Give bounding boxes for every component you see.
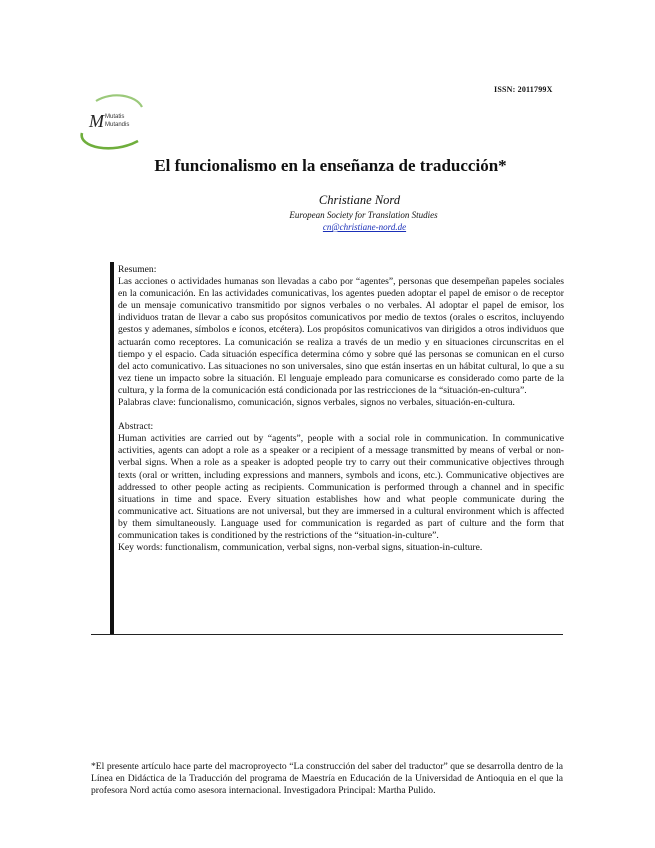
author-name: Christiane Nord bbox=[318, 193, 401, 207]
abstract-block bbox=[118, 421, 564, 554]
section-divider bbox=[91, 634, 563, 635]
resumen-text: Las acciones o actividades humanas son llevadas a cabo por “agentes”, personas que desempeñan papeles sociales en la comunicación. En las actividades comunicativas, los agentes pueden adoptar el papel de emisor o de receptor de un mensaje comunicativo transmitido por signos verbales o no verbales. Al adoptar el papel de emisor, los individuos tratan de llevar a cabo sus propósitos comunicativos por medio de textos (orales o escritos, incluyendo gestos y ademanes, símbolos e íconos, etcétera). Los propósitos comunicativos van dirigidos a otros individuos que actuarán como receptores. La comunicación se realiza a través de un medio y en situaciones circunscritas en el tiempo y el espacio. Cada situación específica determina cómo y sobre qué las personas se comunican en el curso del acto comunicativo. Las situaciones no son universales, sino que están insertas en un hábitat cultural, lo que a su vez tiene un impacto sobre la situación. El lenguaje empleado para comunicarse es considerado como parte de la cultura, y la forma de la comunicación está condicionada por las restricciones de la “situación-en-cultura”. bbox=[118, 276, 564, 396]
journal-logo bbox=[78, 93, 144, 151]
author-affiliation: European Society for Translation Studies bbox=[289, 210, 438, 220]
logo-line-2: Mutandis bbox=[105, 122, 130, 128]
author-email-link[interactable]: cn@christiane-nord.de bbox=[322, 222, 407, 232]
abstract-keywords: Key words: functionalism, communication, verbal signs, non-verbal signs, situation-in-culture. bbox=[118, 542, 483, 554]
abstract-text: Human activities are carried out by “agents”, people with a social role in communication. In communicative activities, agents can adopt a role as a speaker or a recipient of a message transmitted by means of verbal or non-verbal signs. When a role as a speaker is adopted people try to carry out their communicative objectives through texts (oral or written, including expressions and manners, symbols and icons, etc.). Communicative objectives are addressed to other people acting as recipients. Communication is performed through a channel and in specific situations in time and space. Every situation establishes how and what people communicate during the communicative act. Situations are not universal, but they are immersed in a cultural environment which is affected by them simultaneously. Language used for communication is regarded as part of culture and the form that communication takes is conditioned by the restrictions of the “situation-in-culture”. bbox=[118, 433, 564, 541]
footnote: *El presente artículo hace parte del macroproyecto “La construcción del saber del traductor” que se desarrolla dentro de la Línea en Didáctica de la Traducción del programa de Maestría en Educación de la Universidad de Antioquia en el que la profesora Nord actúa como asesora internacional. Investigadora Principal: Martha Pulido. bbox=[91, 761, 563, 797]
abstract-label: Abstract: bbox=[118, 421, 154, 433]
svg-text:M: M bbox=[89, 111, 104, 131]
resumen-keywords: Palabras clave: funcionalismo, comunicación, signos verbales, signos no verbales, situación-en-cultura. bbox=[118, 397, 515, 409]
mutatis-mutandis-logo-icon bbox=[78, 93, 144, 151]
resumen-label: Resumen: bbox=[118, 264, 157, 275]
resumen-block bbox=[118, 264, 564, 409]
logo-line-1: Mutatis bbox=[105, 114, 125, 120]
abstract-section bbox=[118, 264, 564, 554]
issn-label: ISSN: 2011799X bbox=[494, 85, 553, 94]
article-title: El funcionalismo en la enseñanza de traducción* bbox=[154, 156, 507, 175]
